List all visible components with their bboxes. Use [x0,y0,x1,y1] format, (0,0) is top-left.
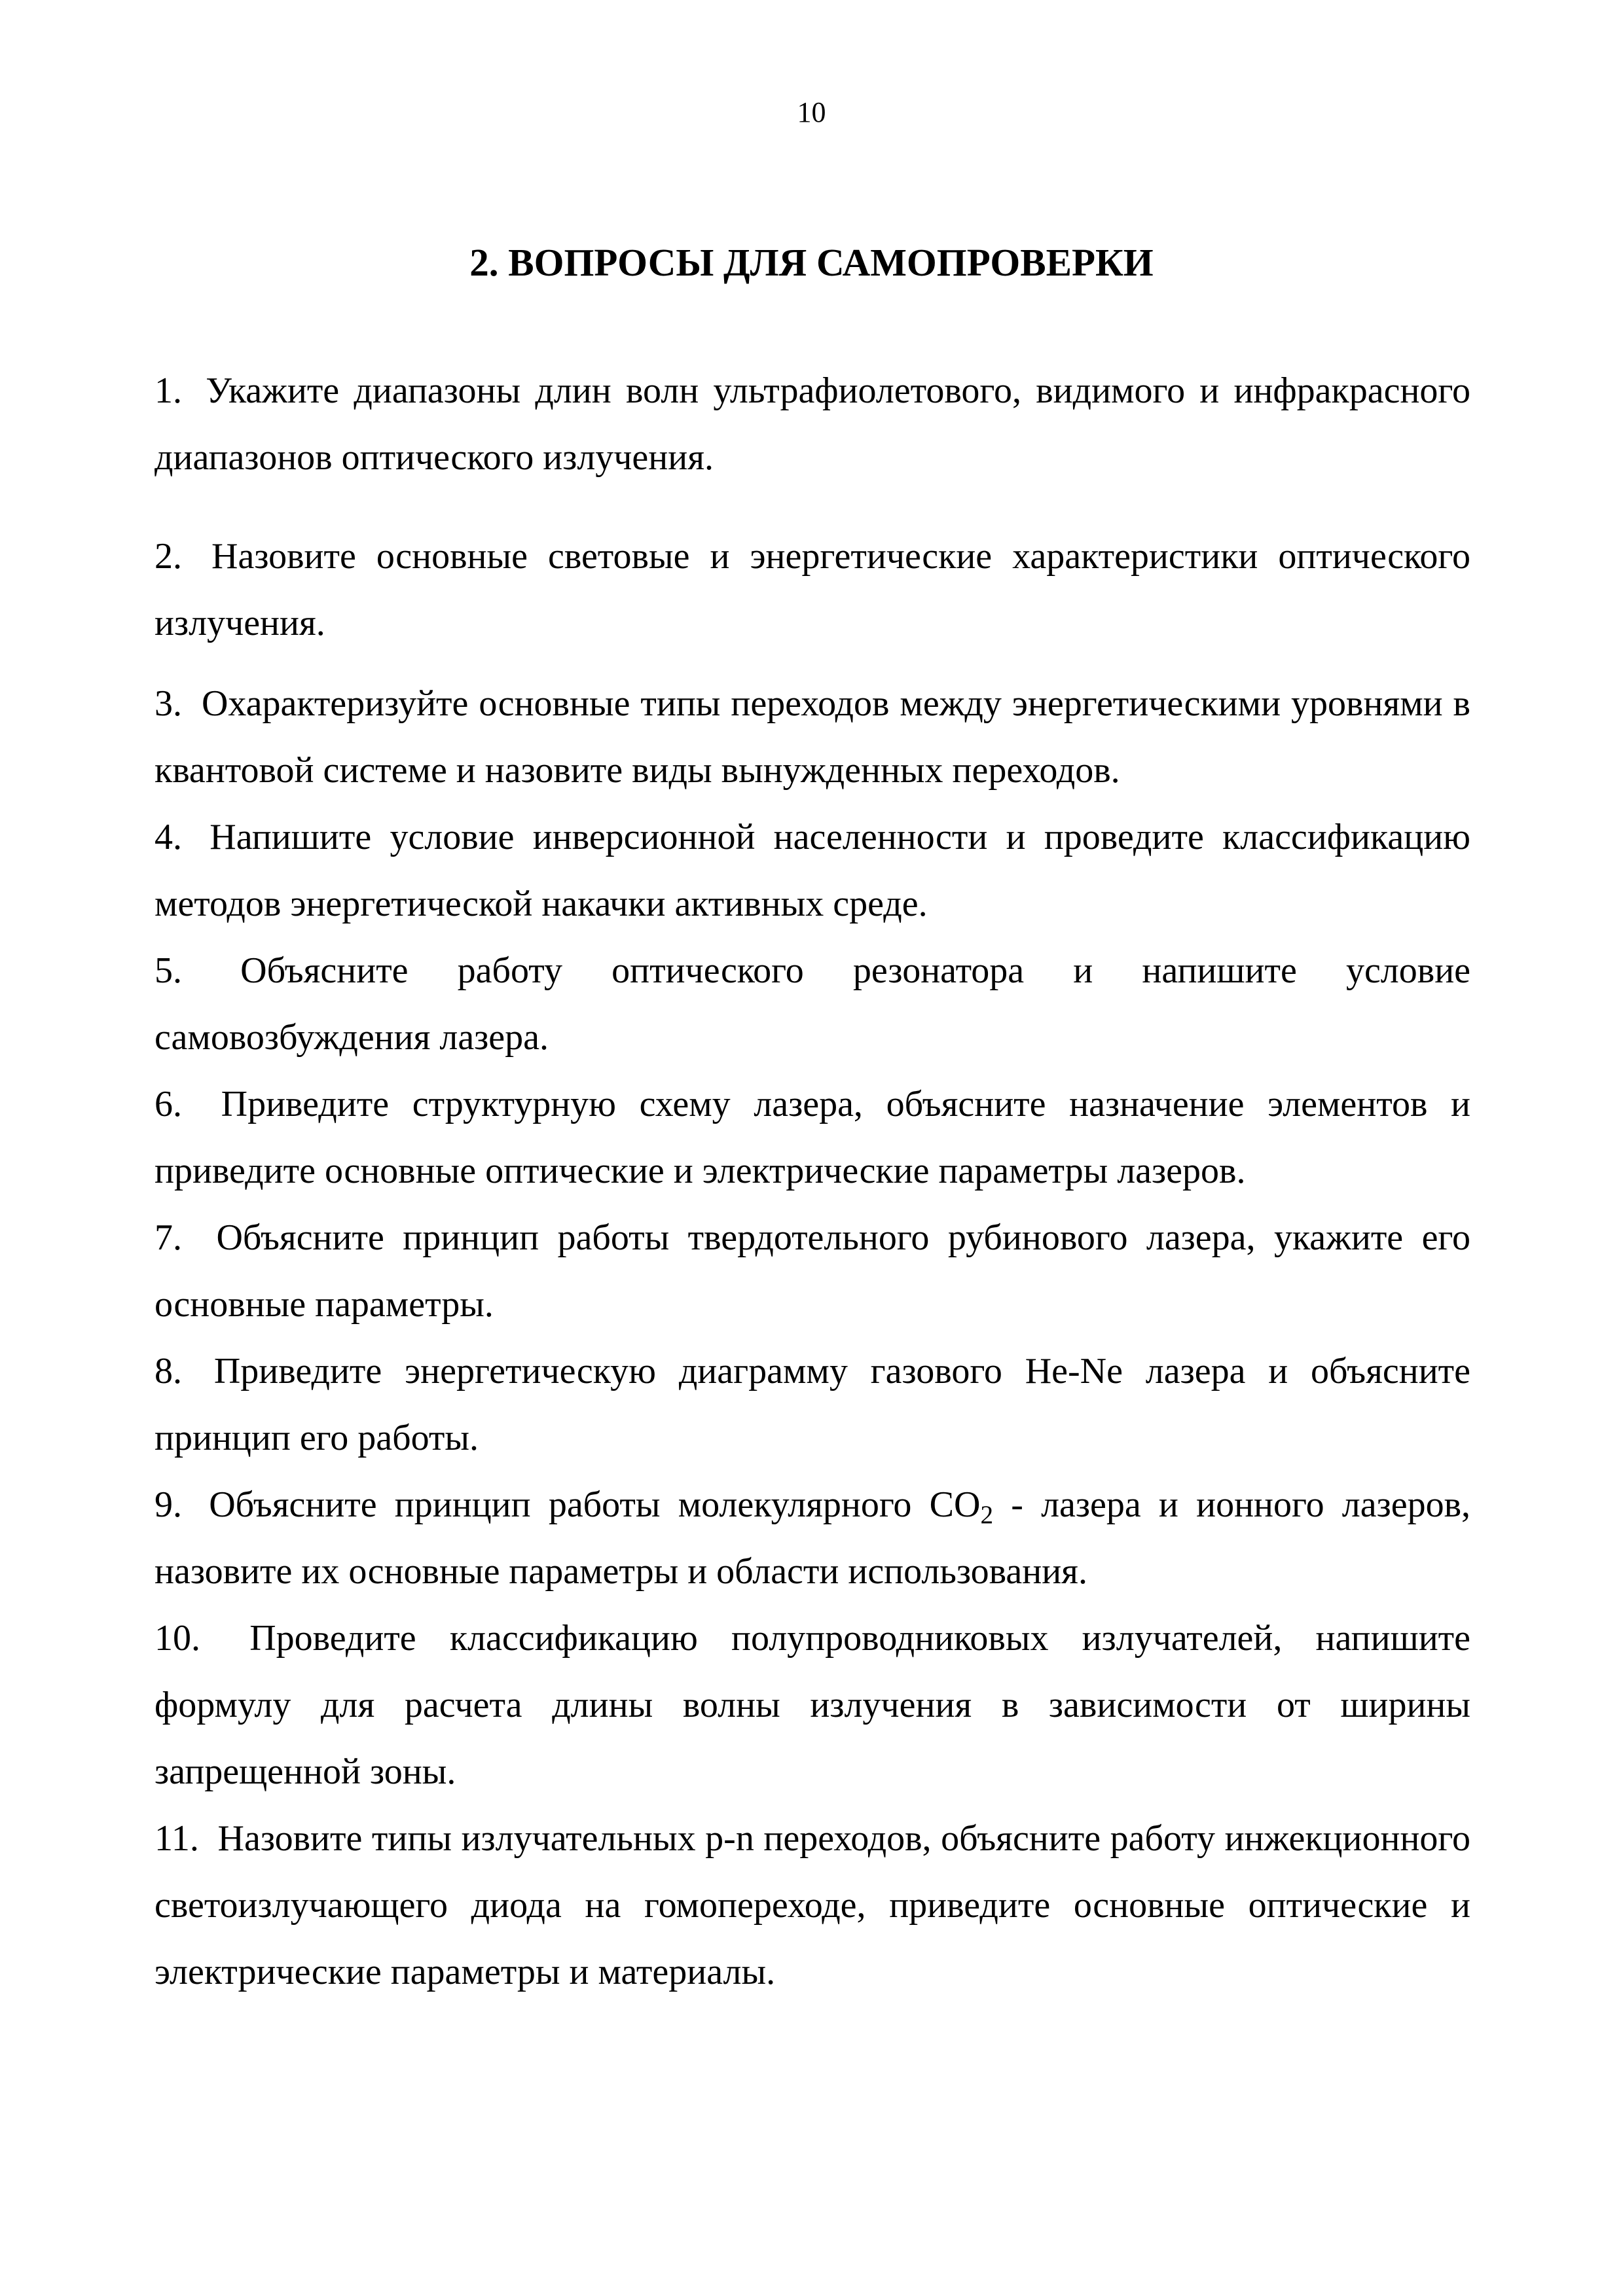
question-number: 3. [155,683,182,724]
question-10 [155,1605,1470,1805]
question-text: Назовите основные световые и энергетические характеристики оптического излучения. [155,536,1470,643]
co2-subscript: 2 [980,1500,994,1529]
question-number: 9. [155,1484,182,1525]
question-text-start: Объясните принцип работы молекулярного CO [209,1484,981,1525]
question-number: 10. [155,1618,200,1659]
question-8 [155,1338,1470,1471]
question-text: Приведите энергетическую диаграмму газового He-Ne лазера и объясните принцип его работы. [155,1351,1470,1458]
question-text: Укажите диапазоны длин волн ультрафиолетового, видимого и инфракрасного диапазонов оптического излучения. [155,370,1470,478]
page-number: 10 [797,96,826,128]
question-number: 5. [155,950,182,991]
section-title: 2. ВОПРОСЫ ДЛЯ САМОПРОВЕРКИ [469,241,1154,284]
question-text: Приведите структурную схему лазера, объясните назначение элементов и приведите основные оптические и электрические параметры лазеров. [155,1084,1470,1191]
question-text: Охарактеризуйте основные типы переходов между энергетическими уровнями в квантовой системе и назовите виды вынужденных переходов. [155,683,1470,791]
question-1 [155,357,1470,491]
question-number: 7. [155,1217,182,1258]
question-text: Назовите типы излучательных p-n переходов, объясните работу инжекционного светоизлучающего диода на гомопереходе, приведите основные оптические и электрические параметры и материалы. [155,1818,1470,1992]
question-number: 11. [155,1818,199,1859]
question-2 [155,523,1470,656]
question-text: Напишите условие инверсионной населенности и проведите классификацию методов энергетической накачки активных среде. [155,817,1470,924]
question-text-end: - лазера и ионного лазеров, назовите их основные параметры и области использования. [155,1484,1471,1592]
question-number: 2. [155,536,182,577]
question-text: Объясните принцип работы твердотельного рубинового лазера, укажите его основные параметры. [155,1217,1471,1325]
questions-list [155,357,1470,2005]
question-5 [155,937,1470,1071]
question-number: 1. [155,370,182,411]
question-6 [155,1071,1470,1204]
question-7 [155,1204,1470,1338]
question-number: 4. [155,817,182,857]
question-9 [155,1471,1470,1605]
question-text: Объясните работу оптического резонатора и напишите условие самовозбуждения лазера. [155,950,1471,1058]
question-text: Проведите классификацию полупроводниковых излучателей, напишите формулу для расчета длины волны излучения в зависимости от ширины запрещенной зоны. [155,1618,1470,1792]
question-number: 6. [155,1084,182,1124]
question-number: 8. [155,1351,182,1391]
question-3 [155,670,1470,804]
question-4 [155,804,1470,937]
question-11 [155,1805,1470,2005]
